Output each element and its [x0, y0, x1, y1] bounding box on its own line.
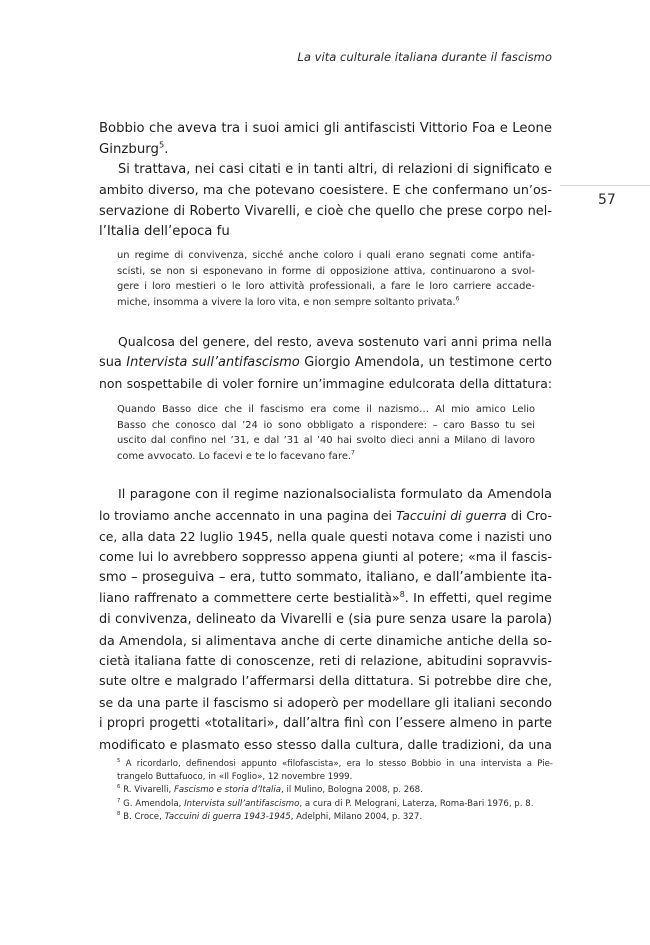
- quote-line: un regime di convivenza, sicché anche coloro i quali erano segnati come antifa-: [117, 250, 535, 261]
- text-line: liano raffrenato a commettere certe bestialità»$^8$. In effetti, quel regime: [99, 589, 552, 606]
- text-line: ce, alla data 22 luglio 1945, nella quale questi notava come i nazisti uno: [99, 528, 552, 544]
- quote-line: miche, insomma a vivere la loro vita, e non sempre soltanto privata.$^6$: [117, 295, 460, 308]
- quote-line: Basso che conosco dal ’24 io sono obbligato a rispondere: – caro Basso tu sei: [117, 419, 535, 431]
- paragraph-3: [99, 332, 552, 394]
- book-title: Intervista sull’antifascismo: [184, 798, 300, 809]
- quote-line: scisti, se non si esponevano in forme di opposizione attiva, continuarono a svol-: [117, 265, 535, 277]
- margin-rule: [560, 185, 650, 186]
- footnote-ref: 6: [455, 295, 460, 303]
- footnote-ref: 8: [399, 589, 405, 599]
- text-line: Si trattava, nei casi citati e in tanti altri, di relazioni di significato e: [118, 162, 552, 177]
- footnote-5: $^5$ A ricordarlo, definendosi appunto «filofascista», era lo stesso Bobbio in una intervista a Pie-: [117, 758, 553, 769]
- text-line: come lui lo avrebbero soppresso appena giunti al potere; «ma il fascis-: [99, 549, 552, 565]
- text-line: l’Italia dell’epoca fu: [99, 224, 230, 240]
- footnote-number: 8: [117, 810, 121, 817]
- footnotes: [117, 758, 553, 824]
- book-title: Taccuini di guerra: [396, 508, 507, 523]
- book-title: Intervista sull’antifascismo: [126, 354, 300, 370]
- footnote-6: $^6$ R. Vivarelli, Fascismo e storia d’Italia, il Mulino, Bologna 2008, p. 268.: [117, 784, 423, 796]
- paragraph-1: [99, 119, 552, 161]
- footnote-5-cont: trangelo Buttafuoco, in «Il Foglio», 12 novembre 1999.: [117, 772, 353, 783]
- text-line: servazione di Roberto Vivarelli, e cioè che quello che prese corpo nel-: [99, 203, 552, 219]
- quote-line: gere i loro mestieri o le loro attività professionali, a fare le loro carriere accade-: [117, 281, 535, 293]
- block-quote-vivarelli: [117, 248, 535, 310]
- book-title: Taccuini di guerra 1943-1945: [164, 811, 291, 822]
- footnote-ref: 7: [351, 449, 355, 457]
- footnote-number: 7: [117, 797, 121, 804]
- text-line: modificato e plasmato esso stesso dalla cultura, dalle tradizioni, da una: [99, 736, 552, 752]
- text-line: da Amendola, si alimentava anche di certe dinamiche antiche della so-: [99, 632, 552, 648]
- page-number: 57: [598, 192, 616, 208]
- text-line: sute oltre e malgrado l’affermarsi della dittatura. Si potrebbe dire che,: [99, 674, 552, 690]
- text-line: i propri progetti «totalitari», dall’altra finì con l’essere almeno in parte: [99, 715, 552, 731]
- footnote-7: $^7$ G. Amendola, Intervista sull’antifascismo, a cura di P. Melograni, Laterza, Roma-Bari 1976, p. 8.: [117, 797, 534, 809]
- footnote-ref: 5: [158, 139, 165, 150]
- book-title: Fascismo e storia d’Italia: [173, 785, 282, 796]
- text-line: sua Intervista sull’antifascismo Giorgio Amendola, un testimone certo: [99, 354, 552, 370]
- text-line: Qualcosa del genere, del resto, aveva sostenuto vari anni prima nella: [118, 334, 552, 349]
- paragraph-4: [99, 485, 552, 755]
- text-line: smo – proseguiva – era, tutto sommato, italiano, e dall’ambiente ita-: [99, 570, 552, 586]
- block-quote-amendola: [117, 402, 535, 464]
- text-line: Il paragone con il regime nazionalsocialista formulato da Amendola: [118, 487, 552, 502]
- text-line: lo troviamo anche accennato in una pagina dei Taccuini di guerra di Cro-: [99, 508, 552, 523]
- quote-line: uscito dal confino nel ’31, e dal ’31 al ’40 hai svolto dieci anni a Milano di lavoro: [117, 435, 535, 447]
- footnote-8: $^8$ B. Croce, Taccuini di guerra 1943-1945, Adelphi, Milano 2004, p. 327.: [117, 810, 423, 822]
- text-line: di convivenza, delineato da Vivarelli e (sia pure senza usare la parola): [99, 611, 552, 627]
- paragraph-2: [99, 160, 552, 243]
- text-line: se da una parte il fascismo si adoperò per modellare gli italiani secondo: [99, 694, 552, 710]
- quote-line: come avvocato. Lo facevi e te lo facevano fare.$^7$: [117, 449, 355, 462]
- footnote-number: 5: [117, 758, 121, 765]
- text-line: ambito diverso, ma che potevano coesistere. E che confermano un’os-: [99, 182, 552, 198]
- text-line: cietà italiana fatte di conoscenze, reti di relazione, abitudini sopravvis-: [99, 653, 552, 669]
- running-head: La vita culturale italiana durante il fascismo: [297, 50, 552, 64]
- text-line: non sospettabile di voler fornire un’immagine edulcorata della dittatura:: [99, 375, 552, 391]
- text-line: Ginzburg$^5$.: [99, 139, 169, 157]
- footnote-number: 6: [117, 784, 121, 791]
- quote-line: Quando Basso dice che il fascismo era come il nazismo… Al mio amico Lelio: [117, 404, 535, 415]
- text-line: Bobbio che aveva tra i suoi amici gli antifascisti Vittorio Foa e Leone: [99, 121, 552, 136]
